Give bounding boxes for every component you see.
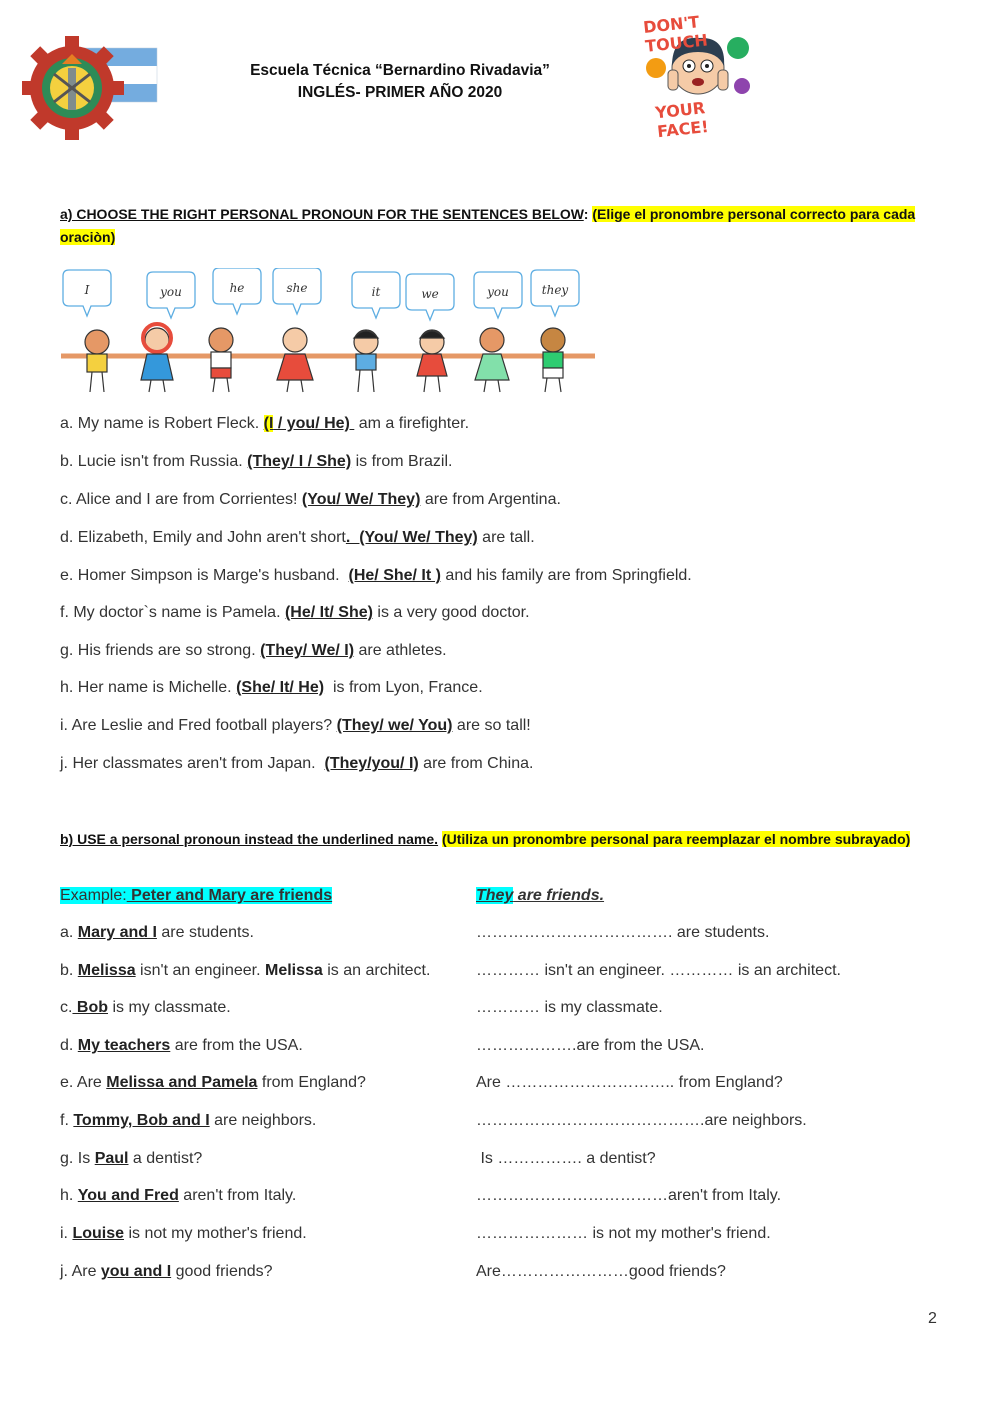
bubble-you [147,272,195,318]
row-text: isn't an engineer. [135,962,265,979]
bubble-they [531,270,579,316]
section-a-colon: : [583,206,589,222]
sentence-text: h. Her name is Michelle. [60,679,237,696]
replace-row-f [60,1111,316,1131]
section-a-translation: (Elige el pronombre personal correcto para cada oraciòn) [60,206,916,245]
pronoun-options-rest: / you/ He) [273,415,355,432]
replace-row-b [60,961,430,981]
answer-blank-g[interactable]: Is ……………. a dentist? [476,1150,656,1167]
underlined-name: Melissa and Pamela [106,1074,258,1091]
example-label: Example: [60,887,127,904]
sentence-text: e. Homer Simpson is Marge's husband. [60,567,349,584]
sentence-end: am a firefighter. [354,415,470,432]
section-a-title: a) CHOOSE THE RIGHT PERSONAL PRONOUN FOR THE SENTENCES BELOW [60,206,584,222]
bubble-i [63,270,111,316]
underlined-name: Tommy, Bob and I [73,1112,210,1129]
underlined-name: you and I [100,1263,172,1280]
underlined-name: Melissa [77,962,136,979]
bubble-you-plural-label: you [487,285,509,299]
bubble-i-label: I [84,283,90,297]
sentence-end: are tall. [477,529,535,546]
section-b-heading [60,828,930,851]
sentence-i [60,716,531,736]
name-bold: Melissa [264,962,323,979]
row-prefix: a. [60,924,78,941]
sentence-end: are from Argentina. [420,491,561,508]
sentence-text: j. Her classmates aren't from Japan. [60,755,325,772]
pronoun-options: (They/ we/ You) [336,717,453,734]
bubble-you-label: you [160,285,182,299]
sentence-text: c. Alice and I are from Corrientes! [60,491,302,508]
row-prefix: i. [60,1225,73,1242]
underlined-name: My teachers [77,1037,171,1054]
sentence-b [60,452,452,472]
sentence-a [60,414,469,434]
replace-row-c [60,998,231,1018]
course-title: INGLÉS- PRIMER AÑO 2020 [297,84,503,101]
row-text: good friends? [171,1263,273,1280]
sticker-text-bottom: YOUR FACE! [654,98,710,142]
sentence-end: are so tall! [452,717,531,734]
answer-blank-a[interactable]: ………………………………. are students. [476,924,770,941]
answer-blank-i[interactable]: ………………… is not my mother's friend. [476,1225,771,1242]
row-prefix: f. [60,1112,74,1129]
row-text: are students. [156,924,254,941]
school-header [180,60,620,104]
pronoun-kids-illustration [55,268,600,400]
row-prefix: h. [60,1187,78,1204]
row-text: are from the USA. [170,1037,303,1054]
row-prefix: g. Is [60,1150,95,1167]
sentence-text: i. Are Leslie and Fred football players? [60,717,337,734]
school-logo-icon [22,30,162,142]
replace-row-i [60,1224,307,1244]
replace-row-g [60,1149,202,1169]
sticker-text-top: DON'T TOUCH [642,12,709,56]
sentence-text: g. His friends are so strong. [60,642,261,659]
underlined-name: Bob [72,999,108,1016]
sentence-end: are athletes. [354,642,447,659]
bubble-he [213,268,261,314]
row-prefix: e. Are [60,1074,107,1091]
page-number: 2 [928,1310,937,1327]
pronoun-options: (You/ We/ They) [301,491,421,508]
sentence-c [60,490,561,510]
section-b-translation: (Utiliza un pronombre personal para reemplazar el nombre subrayado) [441,831,911,847]
sentence-f [60,603,530,623]
sentence-text: f. My doctor`s name is Pamela. [60,604,285,621]
answer-blank-d[interactable]: ……………….are from the USA. [476,1037,705,1054]
dont-touch-face-sticker [638,8,758,142]
pronoun-options: (He/ It/ She) [284,604,373,621]
sentence-end: are from China. [418,755,534,772]
example-sentence: Peter and Mary are friends [126,887,333,904]
example-right [476,886,604,906]
bubble-he-label: he [229,281,245,295]
row-prefix: b. [60,962,78,979]
pronoun-options: (He/ She/ It ) [348,567,441,584]
bubble-you-plural [474,272,522,318]
children-figures [61,324,595,392]
underlined-name: Mary and I [77,924,157,941]
replace-row-d [60,1036,303,1056]
bubble-she-label: she [286,281,308,295]
replace-row-a [60,923,254,943]
sentence-d [60,528,535,548]
bubble-we-label: we [421,287,439,301]
answer-blank-j[interactable]: Are……………………good friends? [476,1263,726,1280]
sentence-e [60,566,692,586]
answer-blank-b[interactable]: ………… isn't an engineer. ………… is an architect. [476,962,841,979]
underlined-name: You and Fred [77,1187,179,1204]
row-text: aren't from Italy. [178,1187,297,1204]
answer-blank-e[interactable]: Are ………………………….. from England? [476,1074,783,1091]
bubble-it-label: it [371,285,381,299]
example-answer: are friends. [513,887,605,904]
pronoun-options: (They/ We/ I) [260,642,355,659]
section-b-title: b) USE a personal pronoun instead the underlined name. [60,831,439,847]
sentence-g [60,641,447,661]
sentence-j [60,754,533,774]
sentence-end: is from Lyon, France. [324,679,483,696]
row-text: are neighbors. [209,1112,317,1129]
school-name: Escuela Técnica “Bernardino Rivadavia” [250,62,550,79]
sentence-end: and his family are from Springfield. [440,567,692,584]
underlined-name: Paul [94,1150,129,1167]
answer-blank-c[interactable]: ………… is my classmate. [476,999,663,1016]
pronoun-options [264,415,355,432]
pronoun-option-highlighted: (I [263,415,274,432]
replace-row-j [60,1262,273,1282]
pronoun-options: (She/ It/ He) [236,679,325,696]
bubble-she [273,268,321,314]
pronoun-options: . (You/ We/ They) [345,529,478,546]
example-left [60,886,332,906]
sentence-h [60,678,483,698]
sentence-end: is from Brazil. [351,453,453,470]
row-text: a dentist? [128,1150,203,1167]
sentence-end: is a very good doctor. [372,604,530,621]
sentence-text: a. My name is Robert Fleck. [60,415,264,432]
row-text: is not my mother's friend. [124,1225,307,1242]
example-pronoun: They [476,887,514,904]
replace-row-e [60,1073,366,1093]
row-prefix: c. [60,999,73,1016]
sentence-text: b. Lucie isn't from Russia. [60,453,248,470]
row-text: from England? [257,1074,366,1091]
answer-blank-f[interactable]: …………………………………….are neighbors. [476,1112,807,1129]
sentence-text: d. Elizabeth, Emily and John aren't short [60,529,346,546]
row-prefix: j. Are [60,1263,101,1280]
row-text-end: is an architect. [322,962,431,979]
bubble-we [406,274,454,320]
underlined-name: Louise [72,1225,125,1242]
section-a-heading [60,203,930,249]
answer-blank-h[interactable]: ………………………………aren't from Italy. [476,1187,782,1204]
row-prefix: d. [60,1037,78,1054]
bubble-it [352,272,400,318]
pronoun-options: (They/ I / She) [247,453,352,470]
replace-row-h [60,1186,296,1206]
bubble-they-label: they [541,283,569,297]
row-text: is my classmate. [108,999,231,1016]
pronoun-options: (They/you/ I) [324,755,419,772]
